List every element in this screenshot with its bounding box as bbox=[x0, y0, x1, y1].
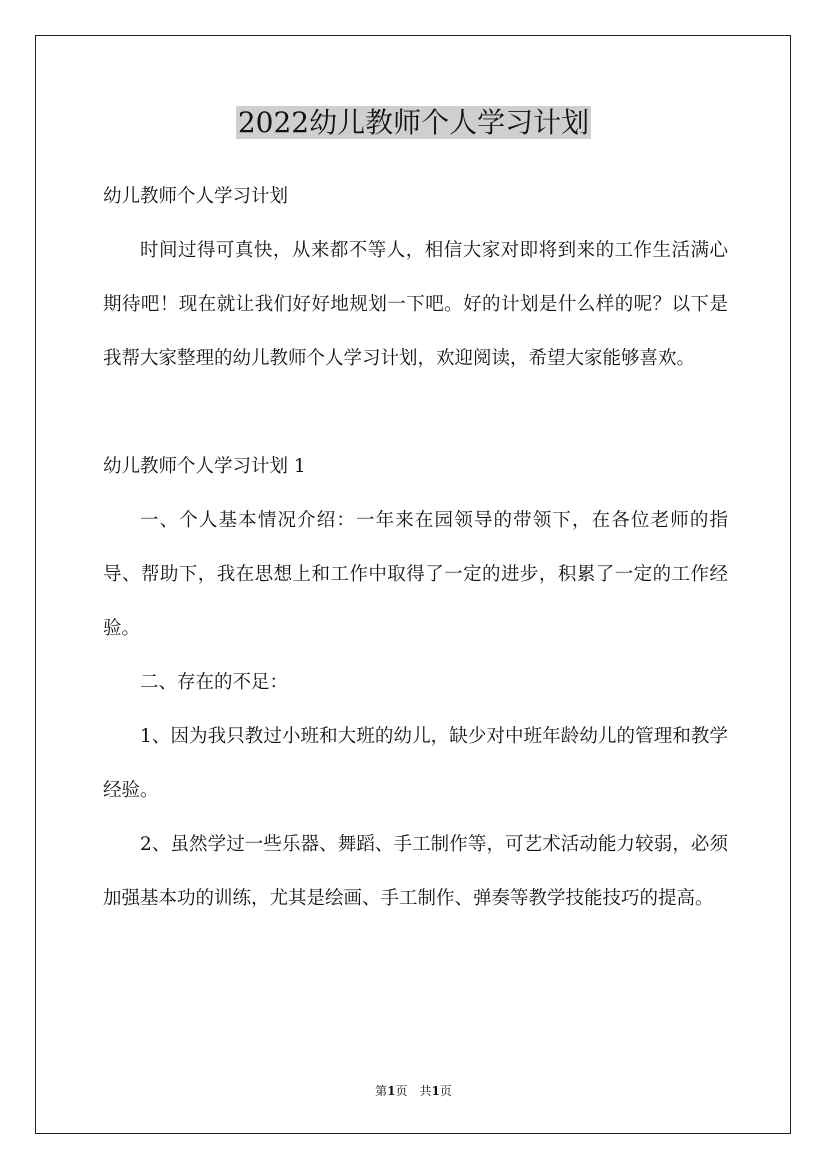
section-heading: 幼儿教师个人学习计划 1 bbox=[103, 456, 306, 477]
page-footer bbox=[0, 1083, 827, 1099]
footer-page-prefix: 第 bbox=[375, 1084, 388, 1098]
paragraph-shortcoming-1: 1、因为我只教过小班和大班的幼儿，缺少对中班年龄幼儿的管理和教学经验。 bbox=[103, 726, 728, 801]
footer-total-number: 1 bbox=[431, 1084, 440, 1098]
footer-page-number: 1 bbox=[387, 1084, 396, 1098]
footer-total-prefix: 共 bbox=[419, 1084, 432, 1098]
intro-paragraph: 时间过得可真快，从来都不等人，相信大家对即将到来的工作生活满心期待吧！现在就让我们好好地规划一下吧。好的计划是什么样的呢？以下是我帮大家整理的幼儿教师个人学习计划，欢迎阅读，希望大家能够喜欢。 bbox=[103, 240, 728, 369]
intro-heading: 幼儿教师个人学习计划 bbox=[103, 186, 289, 207]
section-spacer bbox=[103, 386, 728, 440]
footer-total-suffix: 页 bbox=[439, 1084, 452, 1098]
document-title-text: 2022幼儿教师个人学习计划 bbox=[237, 106, 590, 139]
document-title bbox=[0, 104, 827, 142]
paragraph-shortcoming-2: 2、虽然学过一些乐器、舞蹈、手工制作等，可艺术活动能力较弱，必须加强基本功的训练，尤其是绘画、手工制作、弹奏等教学技能技巧的提高。 bbox=[103, 834, 728, 909]
paragraph-shortcomings-heading: 二、存在的不足： bbox=[140, 672, 289, 693]
paragraph-basic-info: 一、个人基本情况介绍：一年来在园领导的带领下，在各位老师的指导、帮助下，我在思想上和工作中取得了一定的进步，积累了一定的工作经验。 bbox=[103, 510, 728, 639]
document-body bbox=[103, 170, 728, 926]
footer-page-suffix: 页 bbox=[395, 1084, 408, 1098]
